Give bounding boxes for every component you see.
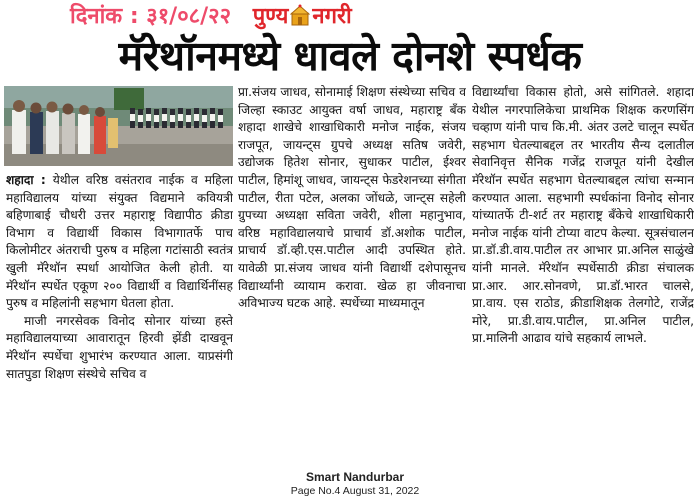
page-footer: [250, 470, 460, 498]
brand-name-left: पुण्य: [252, 4, 289, 29]
article-paragraph-2: माजी नगरसेवक विनोद सोनार यांच्या हस्ते महाविद्यालयाच्या आवारातून हिरवी झेंडी दाखवून मॅरेथॉन स्पर्धेचा शुभारंभ करण्यात आला. याप्रसंगी सातपुडा शिक्षण संस्थेचे सचिव व: [6, 313, 233, 381]
issue-date: दिनांक : ३१/०८/२२: [70, 4, 232, 29]
page-info: Page No.4 August 31, 2022: [290, 485, 420, 497]
article-paragraph: प्रा.संजय जाधव, सोनामाई शिक्षण संस्थेच्या सचिव व जिल्हा स्काउट आयुक्त वर्षा जाधव, महाराष्ट्र बँक शहादा शाखेचे शाखाधिकारी मनोज नाईक, संजय राजपूत, जायन्ट्स ग्रुपचे अध्यक्ष सतिष जवेरी, उद्योजक हितेश सोनार, सुधाकर पाटील, ईश्वर पाटील, हिमांशू जाधव, जायन्ट्स फेडरेशनच्या संगीता पाटील, रीता पटेल, अलका जोंधळे, जान्ट्स सहेली ग्रुपच्या अध्यक्षा सविता जवेरी, शीला महानुभाव, वरिष्ठ महाविद्यालयाचे प्राचार्य डॉ.अशोक पाटील, प्राचार्य डॉ.व्ही.एस.पाटील आदी उपस्थित होते. यावेळी प्रा.संजय जाधव यांनी विद्यार्थी दशेपासूनच विद्यार्थ्यांनी व्यायाम करावा. खेळ हा जीवनाचा अविभाज्य घटक आहे. स्पर्धेच्या माध्यमातून: [238, 85, 466, 311]
article-column-3: [472, 84, 694, 467]
article-text: येथील वरिष्ठ वसंतराव नाईक व महिला महाविद्यालय यांच्या संयुक्त विद्यमाने कवियत्री बहिणाबाई चौधरी उत्तर महाराष्ट्र विद्यापीठ क्रीडा विभाग व विद्यार्थी विकास विभागातर्फे पाच किलोमीटर अंतराची पुरुष व महिला गटांसाठी स्वतंत्र खुली मॅरेथॉन स्पर्धा आयोजित केली होती. या मॅरेथॉन स्पर्धेत एकूण २०० विद्यार्थी व विद्यार्थिनींसह पुरुष व महिलांनी सहभाग घेतला होता.: [6, 173, 233, 311]
article-column-1: [6, 172, 233, 467]
publisher-name: Smart Nandurbar: [305, 470, 405, 484]
brand-name-right: नगरी: [312, 4, 352, 29]
dateline: शहादा :: [6, 173, 46, 187]
article-paragraph-1: [6, 172, 233, 313]
article-paragraph: विद्यार्थ्यांचा विकास होतो, असे सांगितले. शहादा येथील नगरपालिकेचा प्राथमिक शिक्षक करणसिंग चव्हाण यांनी पाच कि.मी. अंतर उलटे चालून स्पर्धेत सहभाग घेतल्याबद्दल तर भारतीय सैन्य दलातील सेवानिवृत्त सैनिक गजेंद्र राजपूत यांनी देखील मॅरेथॉन स्पर्धेत सहभाग घेतल्याबद्दल त्यांचा सन्मान करण्यात आला. सहभागी स्पर्धकांना विनोद सोनार यांच्यातर्फे टी-शर्ट तर महाराष्ट्र बँकेचे शाखाधिकारी मनोज नाईक यांनी टोप्या वाटप केल्या. सूत्रसंचालन प्रा.डॉ.डी.वाय.पाटील तर आभार प्रा.अनिल साळुंखे यांनी मानले. मॅरेथॉन स्पर्धेसाठी क्रीडा संचालक प्रा.आर. आर.सोनवणे, प्रा.डॉ.भारत चालसे, प्रा.वाय. एस राठोड, क्रीडाशिक्षक तेलगोटे, राजेंद्र मोरे, प्रा.डी.वाय.पाटील, प्रा.अनिल पाटील, प्रा.मालिनी आढाव यांचे सहकार्य लाभले.: [472, 85, 694, 346]
marathon-group-photo: [4, 86, 233, 166]
temple-logo-icon: [290, 4, 310, 26]
article-column-2: [238, 84, 466, 467]
masthead: [70, 2, 430, 32]
headline: मॅरेथॉनमध्ये धावले दोनशे स्पर्धक: [118, 32, 582, 80]
